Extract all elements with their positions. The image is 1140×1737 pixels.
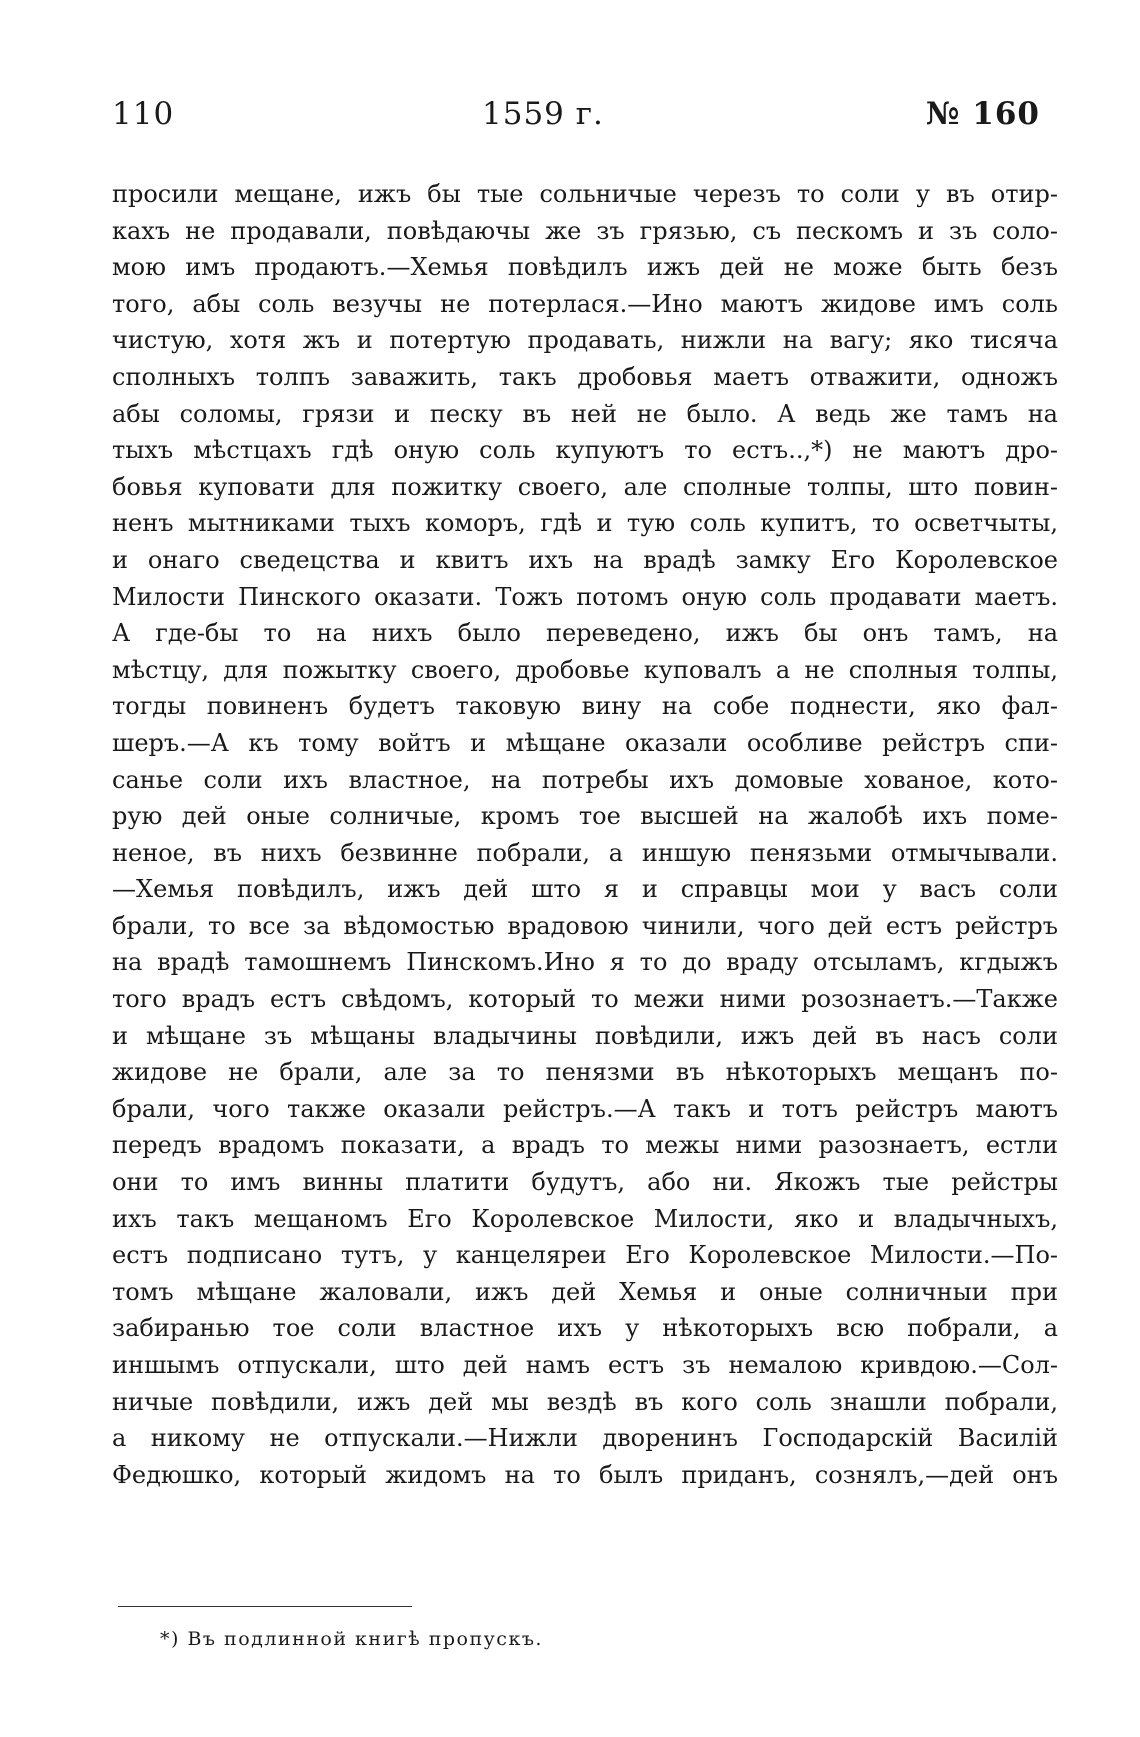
- text-line: ихъ такъ мещаномъ Его Королевское Милости, яко и владычныхъ,: [112, 1204, 1058, 1233]
- text-line: мою имъ продаютъ.—Хемья повѣдилъ ижъ дей не може быть безъ: [112, 253, 1058, 282]
- text-line: мѣстцу, для пожытку своего, дробовье куповалъ а не сполныя толпы,: [112, 655, 1058, 684]
- footnote: *) Въ подлинной книгѣ пропускъ.: [160, 1628, 543, 1650]
- text-line: шеръ.—А къ тому войтъ и мѣщане оказали особливе рейстръ спи-: [112, 728, 1058, 757]
- text-line: ничые повѣдили, ижъ дей мы вездѣ въ кого соль знашли побрали,: [112, 1387, 1058, 1416]
- body-text: [112, 176, 1058, 1493]
- text-line: и онаго сведецства и квитъ ихъ на врадѣ замку Его Королевское: [112, 545, 1058, 574]
- text-line: иншымъ отпускали, што дей намъ естъ зъ немалою кривдою.—Сол-: [112, 1351, 1058, 1379]
- text-line: того, абы соль везучы не потерлася.—Ино маютъ жидове имъ соль: [112, 289, 1058, 318]
- text-line: брали, чого также оказали рейстръ.—А такъ и тотъ рейстръ маютъ: [112, 1094, 1058, 1123]
- text-line: ненъ мытниками тыхъ коморъ, гдѣ и тую соль купитъ, то осветчыты,: [112, 509, 1058, 538]
- text-line: жидове не брали, але за то пенязми въ нѣкоторыхъ мещанъ по-: [112, 1058, 1058, 1087]
- text-line: естъ подписано тутъ, у канцеляреи Его Королевское Милости.—По-: [112, 1241, 1058, 1270]
- text-line: —Хемья повѣдилъ, ижъ дей што я и справцы мои у васъ соли: [112, 875, 1058, 904]
- text-line: тогды повиненъ будетъ таковую вину на собе поднести, яко фал-: [112, 692, 1058, 721]
- text-line: бовья куповати для пожитку своего, але сполные толпы, што повин-: [112, 472, 1058, 501]
- text-line: Федюшко, который жидомъ на то былъ приданъ, сознялъ,—дей онъ: [112, 1460, 1058, 1489]
- text-line: просили мещане, ижъ бы тые сольничые черезъ то соли у въ отир-: [112, 180, 1058, 208]
- text-line: абы соломы, грязи и песку въ ней не было. А ведь же тамъ на: [112, 399, 1058, 428]
- text-line: кахъ не продавали, повѣдаючы же зъ грязью, съ пескомъ и зъ соло-: [112, 216, 1058, 245]
- text-line: чистую, хотя жъ и потертую продавать, нижли на вагу; яко тисяча: [112, 326, 1058, 355]
- text-line: они то имъ винны платити будутъ, або ни. Якожъ тые рейстры: [112, 1168, 1058, 1197]
- text-line: рую дей оные солничые, кромъ тое высшей на жалобѣ ихъ поме-: [112, 802, 1058, 831]
- text-line: того врадъ естъ свѣдомъ, который то межи ними розознаетъ.—Также: [112, 985, 1058, 1014]
- text-line: санье соли ихъ властное, на потребы ихъ домовые хованое, кото-: [112, 765, 1058, 794]
- text-line: тыхъ мѣстцахъ гдѣ оную соль купуютъ то естъ..,*) не маютъ дро-: [112, 436, 1058, 465]
- text-line: передъ врадомъ показати, а врадъ то межы ними разознаетъ, естли: [112, 1131, 1058, 1160]
- page-number: 110: [112, 96, 175, 132]
- text-line: сполныхъ толпъ заважить, такъ дробовья маетъ отважити, одножъ: [112, 362, 1058, 391]
- text-line: на врадѣ тамошнемъ Пинскомъ.Ино я то до враду отсыламъ, кгдыжъ: [112, 948, 1058, 977]
- text-line: и мѣщане зъ мѣщаны владычины повѣдили, ижъ дей въ насъ соли: [112, 1021, 1058, 1050]
- document-year: 1559 г.: [482, 96, 604, 132]
- text-line: Милости Пинского оказати. Тожъ потомъ оную соль продавати маетъ.: [112, 582, 1058, 611]
- text-line: забиранью тое соли властное ихъ у нѣкоторыхъ всю побрали, а: [112, 1314, 1058, 1343]
- text-line: неное, въ нихъ безвинне побрали, а иншую пенязьми отмычывали.: [112, 838, 1058, 867]
- text-line: а никому не отпускали.—Нижли дворенинъ Господарскій Василій: [112, 1424, 1058, 1453]
- text-line: брали, то все за вѣдомостью врадовою чинили, чого дей естъ рейстръ: [112, 911, 1058, 940]
- document-number: № 160: [925, 96, 1040, 132]
- text-line: А где-бы то на нихъ было переведено, ижъ бы онъ тамъ, на: [112, 619, 1058, 648]
- footnote-divider: [118, 1606, 412, 1607]
- running-header: [112, 96, 1040, 142]
- text-line: томъ мѣщане жаловали, ижъ дей Хемья и оные солничныи при: [112, 1277, 1058, 1306]
